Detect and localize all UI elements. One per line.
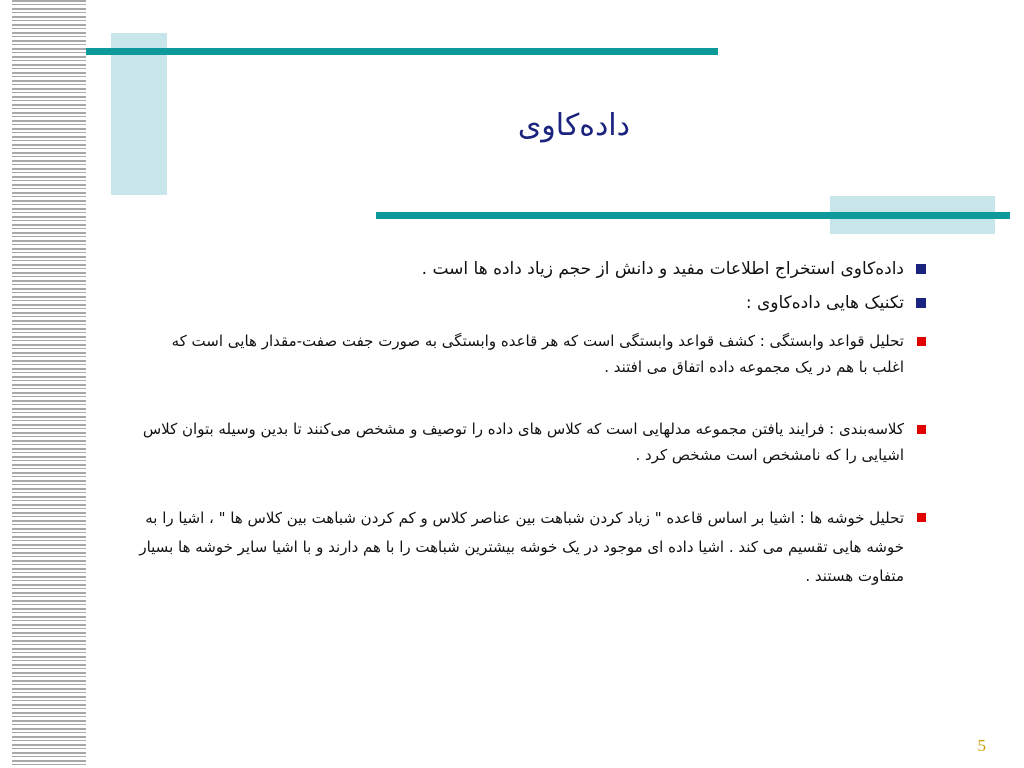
square-bullet-icon	[916, 298, 926, 308]
bullet-item	[136, 254, 976, 284]
decorative-bar-top	[86, 48, 718, 55]
decorative-bar-right	[376, 212, 1010, 219]
sub-bullet-text: کلاسه‌بندی : فرایند یافتن مجموعه مدلهایی است که کلاس های داده را توصیف و مشخص می‌کنند تا بدین وسیله بتوان کلاس اشیایی را که نامشخص است مشخص کرد .	[142, 420, 904, 464]
sub-bullet-item	[136, 504, 976, 591]
slide-title: داده‌کاوی	[517, 108, 630, 143]
sub-bullet-list	[136, 328, 976, 627]
decorative-block-top	[111, 33, 167, 195]
sub-bullet-text: تحلیل خوشه ها : اشیا بر اساس قاعده " زیاد کردن شباهت بین عناصر کلاس و کم کردن شباهت بین کلاس ها " ، اشیا را به خوشه هایی تقسیم می کند . اشیا داده ای موجود در یک خوشه بیشترین شباهت را با هم دارند و با اشیا سایر خوشه ها بسیار متفاوت هستند .	[139, 509, 904, 585]
bullet-text: داده‌کاوی استخراج اطلاعات مفید و دانش از حجم زیاد داده ها است .	[421, 259, 904, 279]
slide-body	[136, 254, 976, 318]
sub-bullet-text: تحلیل قواعد وابستگی : کشف قواعد وابستگی است که هر قاعده وابستگی به صورت جفت صفت-مقدار هایی است که اغلب با هم در یک مجموعه داده اتفاق می افتند .	[171, 332, 904, 376]
red-square-bullet-icon	[917, 425, 926, 434]
bullet-item	[136, 288, 976, 318]
sub-bullet-item	[136, 416, 976, 468]
bullet-text: تکنیک هایی داده‌کاوی :	[745, 293, 904, 313]
red-square-bullet-icon	[917, 337, 926, 346]
decorative-stripes	[12, 0, 86, 768]
page-number: 5	[977, 736, 986, 755]
red-square-bullet-icon	[917, 513, 926, 522]
square-bullet-icon	[916, 264, 926, 274]
sub-bullet-item	[136, 328, 976, 380]
